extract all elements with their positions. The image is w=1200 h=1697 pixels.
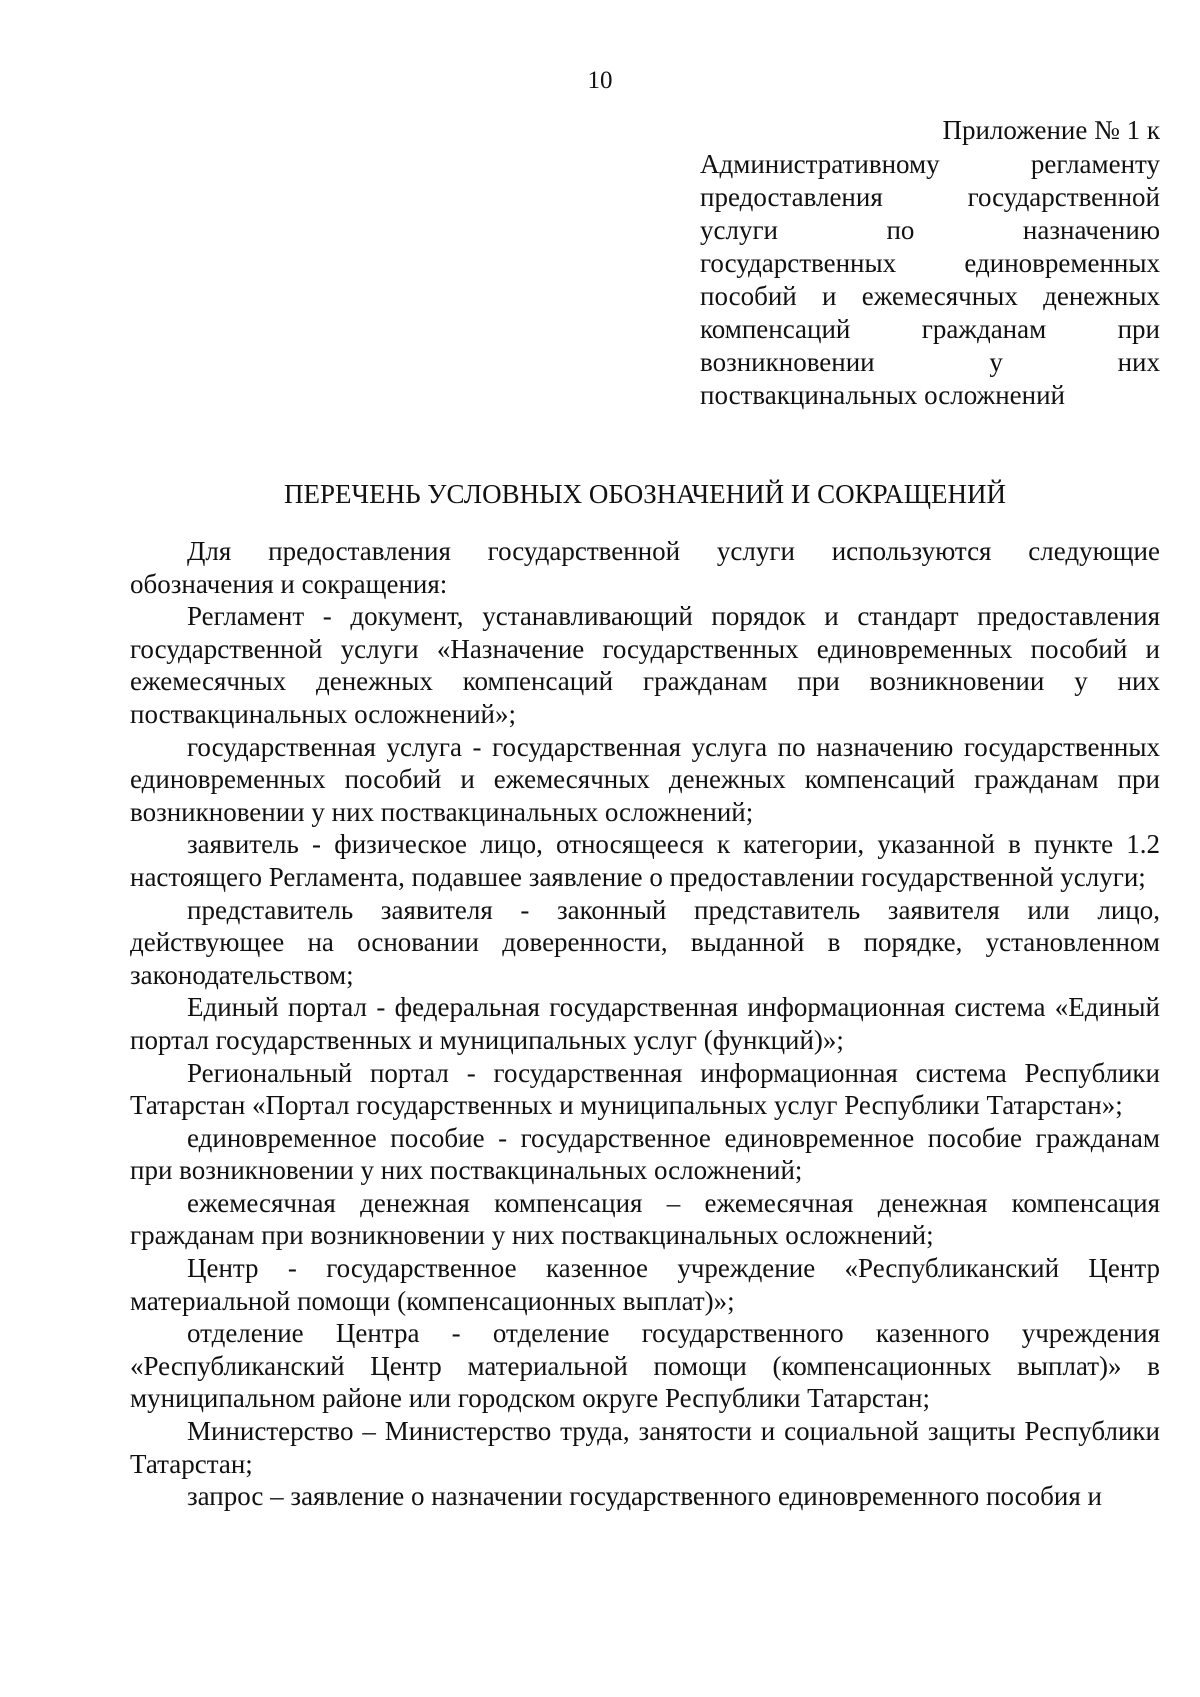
appendix-line: услуги по назначению — [700, 215, 1160, 245]
document-title: ПЕРЕЧЕНЬ УСЛОВНЫХ ОБОЗНАЧЕНИЙ И СОКРАЩЕНИЙ — [284, 479, 1006, 509]
definition-regional-portal: Региональный портал - государственная информационная система Республики Татарстан «Портал государственных и муниципальных услуг Республики Татарстан»; — [130, 1057, 1160, 1121]
definition-center-branch: отделение Центра - отделение государственного казенного учреждения «Республиканский Центр материальной помощи (компенсационных выплат)» в муниципальном районе или городском округе Республики Татарстан; — [130, 1318, 1160, 1414]
appendix-reference — [700, 148, 1160, 412]
definition-lump-sum-allowance: единовременное пособие - государственное единовременное пособие гражданам при возникновении у них поствакцинальных осложнений; — [130, 1122, 1160, 1186]
definition-reglament: Регламент - документ, устанавливающий порядок и стандарт предоставления государственной услуги «Назначение государственных единовременных пособий и ежемесячных денежных компенсаций гражданам при возникновении у них поствакцинальных осложнений»; — [130, 601, 1160, 729]
appendix-line: предоставления государственной — [700, 182, 1160, 212]
definition-state-service: государственная услуга - государственная услуга по назначению государственных единовременных пособий и ежемесячных денежных компенсаций гражданам при возникновении у них поствакцинальных осложнений; — [130, 731, 1160, 827]
appendix-line: поствакцинальных осложнений — [700, 380, 1065, 410]
page-number: 10 — [587, 67, 613, 94]
appendix-line: возникновении у них — [700, 347, 1160, 377]
appendix-line: государственных единовременных — [700, 248, 1160, 278]
appendix-line: компенсаций гражданам при — [700, 314, 1160, 344]
definition-applicant-representative: представитель заявителя - законный представитель заявителя или лицо, действующее на основании доверенности, выданной в порядке, установленном законодательством; — [130, 894, 1160, 990]
definition-ministry: Министерство – Министерство труда, занятости и социальной защиты Республики Татарстан; — [130, 1416, 1160, 1479]
appendix-line: Административному регламенту — [700, 149, 1160, 179]
definition-request: запрос – заявление о назначении государственного единовременного пособия и — [187, 1481, 1102, 1512]
definition-monthly-compensation: ежемесячная денежная компенсация – ежемесячная денежная компенсация гражданам при возникновении у них поствакцинальных осложнений; — [130, 1187, 1160, 1251]
definition-applicant: заявитель - физическое лицо, относящееся к категории, указанной в пункте 1.2 настоящего Регламента, подавшее заявление о предоставлении государственной услуги; — [130, 829, 1160, 892]
appendix-line: пособий и ежемесячных денежных — [700, 281, 1160, 311]
appendix-heading: Приложение № 1 к — [942, 115, 1160, 145]
definition-center: Центр - государственное казенное учреждение «Республиканский Центр материальной помощи (компенсационных выплат)»; — [130, 1253, 1160, 1316]
document-body — [130, 535, 1160, 1513]
definition-unified-portal: Единый портал - федеральная государственная информационная система «Единый портал государственных и муниципальных услуг (функций)»; — [130, 992, 1160, 1055]
paragraph-intro: Для предоставления государственной услуги используются следующие обозначения и сокращения: — [130, 536, 1160, 599]
